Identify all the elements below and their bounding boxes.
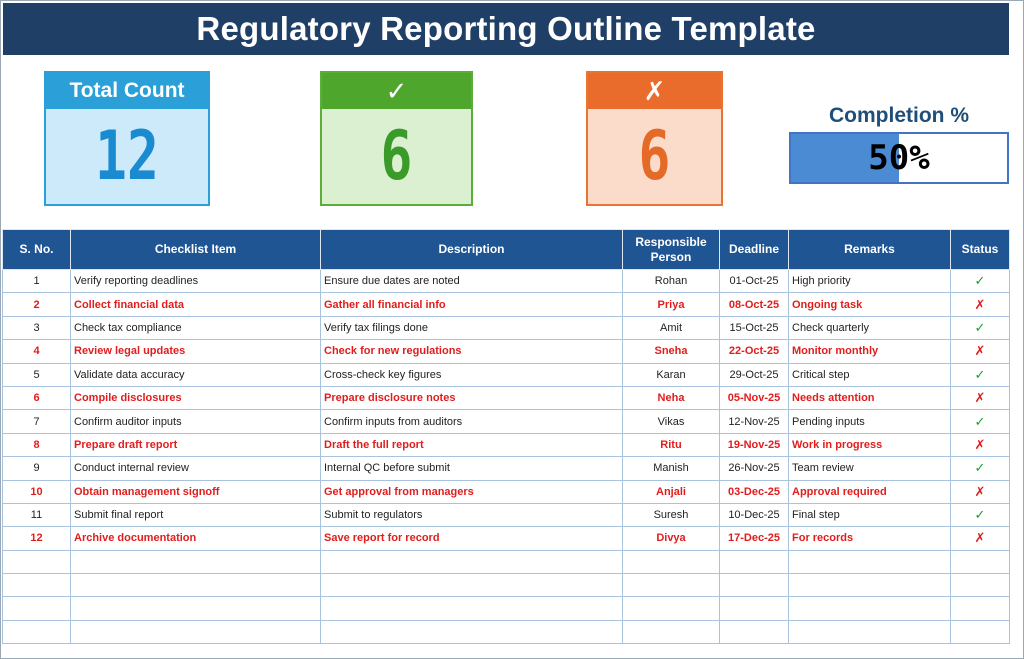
cell-status[interactable] [951, 503, 1010, 526]
cell-deadline[interactable]: 01-Oct-25 [720, 270, 789, 293]
cell-description[interactable]: Internal QC before submit [321, 457, 623, 480]
completion-progress-bar [789, 132, 1009, 184]
cell-deadline[interactable]: 26-Nov-25 [720, 457, 789, 480]
completion-label: Completion % [829, 104, 969, 127]
check-icon: ✓ [974, 507, 986, 523]
empty-cell[interactable] [71, 574, 321, 597]
cell-deadline[interactable]: 22-Oct-25 [720, 340, 789, 363]
table-row [3, 293, 1010, 316]
empty-table-row [3, 574, 1010, 597]
empty-cell[interactable] [623, 597, 720, 620]
cell-sno[interactable]: 12 [3, 527, 71, 550]
cell-deadline[interactable]: 15-Oct-25 [720, 316, 789, 339]
cell-status[interactable] [951, 316, 1010, 339]
cell-deadline[interactable]: 05-Nov-25 [720, 386, 789, 409]
cell-deadline[interactable]: 08-Oct-25 [720, 293, 789, 316]
cell-sno[interactable]: 6 [3, 386, 71, 409]
table-row [3, 410, 1010, 433]
table-row [3, 503, 1010, 526]
cell-remarks[interactable]: Team review [789, 457, 951, 480]
cell-status[interactable] [951, 340, 1010, 363]
cell-deadline[interactable]: 03-Dec-25 [720, 480, 789, 503]
cell-checklist-item[interactable]: Prepare draft report [71, 433, 321, 456]
cell-responsible-person[interactable]: Ritu [623, 433, 720, 456]
header-remarks[interactable]: Remarks [789, 230, 951, 270]
cell-responsible-person[interactable]: Sneha [623, 340, 720, 363]
cell-checklist-item[interactable]: Review legal updates [71, 340, 321, 363]
pending-count-value: 6 [638, 117, 671, 196]
empty-table-row [3, 550, 1010, 573]
cell-sno[interactable]: 8 [3, 433, 71, 456]
cell-sno[interactable]: 9 [3, 457, 71, 480]
table-row [3, 527, 1010, 550]
cell-description[interactable]: Submit to regulators [321, 503, 623, 526]
table-row [3, 340, 1010, 363]
cell-responsible-person[interactable]: Priya [623, 293, 720, 316]
check-icon: ✓ [974, 460, 986, 476]
cell-sno[interactable]: 2 [3, 293, 71, 316]
cell-remarks[interactable]: For records [789, 527, 951, 550]
cell-description[interactable]: Confirm inputs from auditors [321, 410, 623, 433]
cross-icon: ✗ [974, 390, 986, 406]
cell-checklist-item[interactable]: Conduct internal review [71, 457, 321, 480]
table-row [3, 433, 1010, 456]
cell-responsible-person[interactable]: Vikas [623, 410, 720, 433]
cell-description[interactable]: Check for new regulations [321, 340, 623, 363]
header-responsible-person[interactable]: Responsible Person [623, 230, 720, 270]
cell-checklist-item[interactable]: Check tax compliance [71, 316, 321, 339]
empty-cell[interactable] [951, 597, 1010, 620]
empty-cell[interactable] [720, 620, 789, 643]
empty-cell[interactable] [623, 550, 720, 573]
empty-cell[interactable] [720, 597, 789, 620]
cell-checklist-item[interactable]: Confirm auditor inputs [71, 410, 321, 433]
empty-cell[interactable] [951, 550, 1010, 573]
cell-status[interactable] [951, 527, 1010, 550]
empty-cell[interactable] [321, 574, 623, 597]
cell-remarks[interactable]: Final step [789, 503, 951, 526]
cell-checklist-item[interactable]: Compile disclosures [71, 386, 321, 409]
cell-description[interactable]: Get approval from managers [321, 480, 623, 503]
empty-cell[interactable] [3, 597, 71, 620]
empty-cell[interactable] [720, 574, 789, 597]
cell-checklist-item[interactable]: Validate data accuracy [71, 363, 321, 386]
table-row [3, 457, 1010, 480]
cell-status[interactable] [951, 410, 1010, 433]
empty-cell[interactable] [3, 574, 71, 597]
empty-table-row [3, 597, 1010, 620]
cell-remarks[interactable]: Work in progress [789, 433, 951, 456]
cell-responsible-person[interactable]: Suresh [623, 503, 720, 526]
check-icon: ✓ [974, 413, 986, 429]
header-status[interactable]: Status [951, 230, 1010, 270]
cell-responsible-person[interactable]: Rohan [623, 270, 720, 293]
empty-table-row [3, 620, 1010, 643]
header-sno[interactable]: S. No. [3, 230, 71, 270]
empty-cell[interactable] [623, 620, 720, 643]
empty-cell[interactable] [321, 597, 623, 620]
header-checklist-item[interactable]: Checklist Item [71, 230, 321, 270]
cell-checklist-item[interactable]: Obtain management signoff [71, 480, 321, 503]
total-count-value: 12 [95, 117, 159, 196]
cell-remarks[interactable]: Approval required [789, 480, 951, 503]
empty-cell[interactable] [3, 550, 71, 573]
cell-remarks[interactable]: Needs attention [789, 386, 951, 409]
cell-deadline[interactable]: 19-Nov-25 [720, 433, 789, 456]
total-count-card [44, 71, 210, 206]
cell-sno[interactable]: 7 [3, 410, 71, 433]
cell-responsible-person[interactable]: Anjali [623, 480, 720, 503]
empty-cell[interactable] [3, 620, 71, 643]
cross-icon: ✗ [974, 343, 986, 359]
cell-deadline[interactable]: 10-Dec-25 [720, 503, 789, 526]
cell-remarks[interactable]: Monitor monthly [789, 340, 951, 363]
cell-remarks[interactable]: High priority [789, 270, 951, 293]
cell-status[interactable] [951, 293, 1010, 316]
empty-cell[interactable] [71, 550, 321, 573]
cell-status[interactable] [951, 433, 1010, 456]
empty-cell[interactable] [321, 620, 623, 643]
cell-description[interactable]: Prepare disclosure notes [321, 386, 623, 409]
total-count-label: Total Count [46, 73, 208, 109]
cell-status[interactable] [951, 480, 1010, 503]
cell-description[interactable]: Verify tax filings done [321, 316, 623, 339]
completed-count-card [320, 71, 473, 206]
table-row [3, 316, 1010, 339]
empty-cell[interactable] [789, 574, 951, 597]
cross-icon: ✗ [974, 483, 986, 499]
empty-cell[interactable] [71, 620, 321, 643]
cell-checklist-item[interactable]: Submit final report [71, 503, 321, 526]
cell-deadline[interactable]: 29-Oct-25 [720, 363, 789, 386]
empty-cell[interactable] [720, 550, 789, 573]
cell-responsible-person[interactable]: Manish [623, 457, 720, 480]
cell-status[interactable] [951, 386, 1010, 409]
cross-icon: ✗ [974, 296, 986, 312]
cell-description[interactable]: Save report for record [321, 527, 623, 550]
cell-description[interactable]: Ensure due dates are noted [321, 270, 623, 293]
empty-cell[interactable] [789, 550, 951, 573]
page-title: Regulatory Reporting Outline Template [3, 3, 1009, 55]
empty-cell[interactable] [951, 574, 1010, 597]
cell-status[interactable] [951, 270, 1010, 293]
table-row [3, 363, 1010, 386]
header-description[interactable]: Description [321, 230, 623, 270]
cell-remarks[interactable]: Critical step [789, 363, 951, 386]
cell-sno[interactable]: 1 [3, 270, 71, 293]
header-deadline[interactable]: Deadline [720, 230, 789, 270]
check-icon: ✓ [322, 73, 471, 109]
cell-deadline[interactable]: 12-Nov-25 [720, 410, 789, 433]
table-header-row [3, 230, 1010, 270]
cell-responsible-person[interactable]: Karan [623, 363, 720, 386]
empty-cell[interactable] [623, 574, 720, 597]
cell-checklist-item[interactable]: Archive documentation [71, 527, 321, 550]
cell-description[interactable]: Cross-check key figures [321, 363, 623, 386]
check-icon: ✓ [974, 319, 986, 335]
cell-sno[interactable]: 10 [3, 480, 71, 503]
pending-count-card [586, 71, 723, 206]
check-icon: ✓ [974, 366, 986, 382]
empty-cell[interactable] [71, 597, 321, 620]
cross-icon: ✗ [974, 530, 986, 546]
table-row [3, 480, 1010, 503]
cell-sno[interactable]: 4 [3, 340, 71, 363]
cell-responsible-person[interactable]: Neha [623, 386, 720, 409]
empty-cell[interactable] [789, 620, 951, 643]
cell-responsible-person[interactable]: Amit [623, 316, 720, 339]
empty-cell[interactable] [321, 550, 623, 573]
cell-description[interactable]: Gather all financial info [321, 293, 623, 316]
check-icon: ✓ [974, 273, 986, 289]
cell-sno[interactable]: 11 [3, 503, 71, 526]
empty-cell[interactable] [789, 597, 951, 620]
completion-value: 50% [868, 138, 930, 178]
cross-icon: ✗ [588, 73, 721, 109]
cell-remarks[interactable]: Ongoing task [789, 293, 951, 316]
cell-status[interactable] [951, 457, 1010, 480]
checklist-table [2, 229, 1010, 644]
completed-count-value: 6 [380, 117, 413, 196]
cell-sno[interactable]: 5 [3, 363, 71, 386]
table-row [3, 270, 1010, 293]
cell-checklist-item[interactable]: Verify reporting deadlines [71, 270, 321, 293]
cell-status[interactable] [951, 363, 1010, 386]
cell-description[interactable]: Draft the full report [321, 433, 623, 456]
table-row [3, 386, 1010, 409]
cell-responsible-person[interactable]: Divya [623, 527, 720, 550]
cell-remarks[interactable]: Pending inputs [789, 410, 951, 433]
cell-sno[interactable]: 3 [3, 316, 71, 339]
cross-icon: ✗ [974, 436, 986, 452]
empty-cell[interactable] [951, 620, 1010, 643]
cell-checklist-item[interactable]: Collect financial data [71, 293, 321, 316]
cell-remarks[interactable]: Check quarterly [789, 316, 951, 339]
cell-deadline[interactable]: 17-Dec-25 [720, 527, 789, 550]
